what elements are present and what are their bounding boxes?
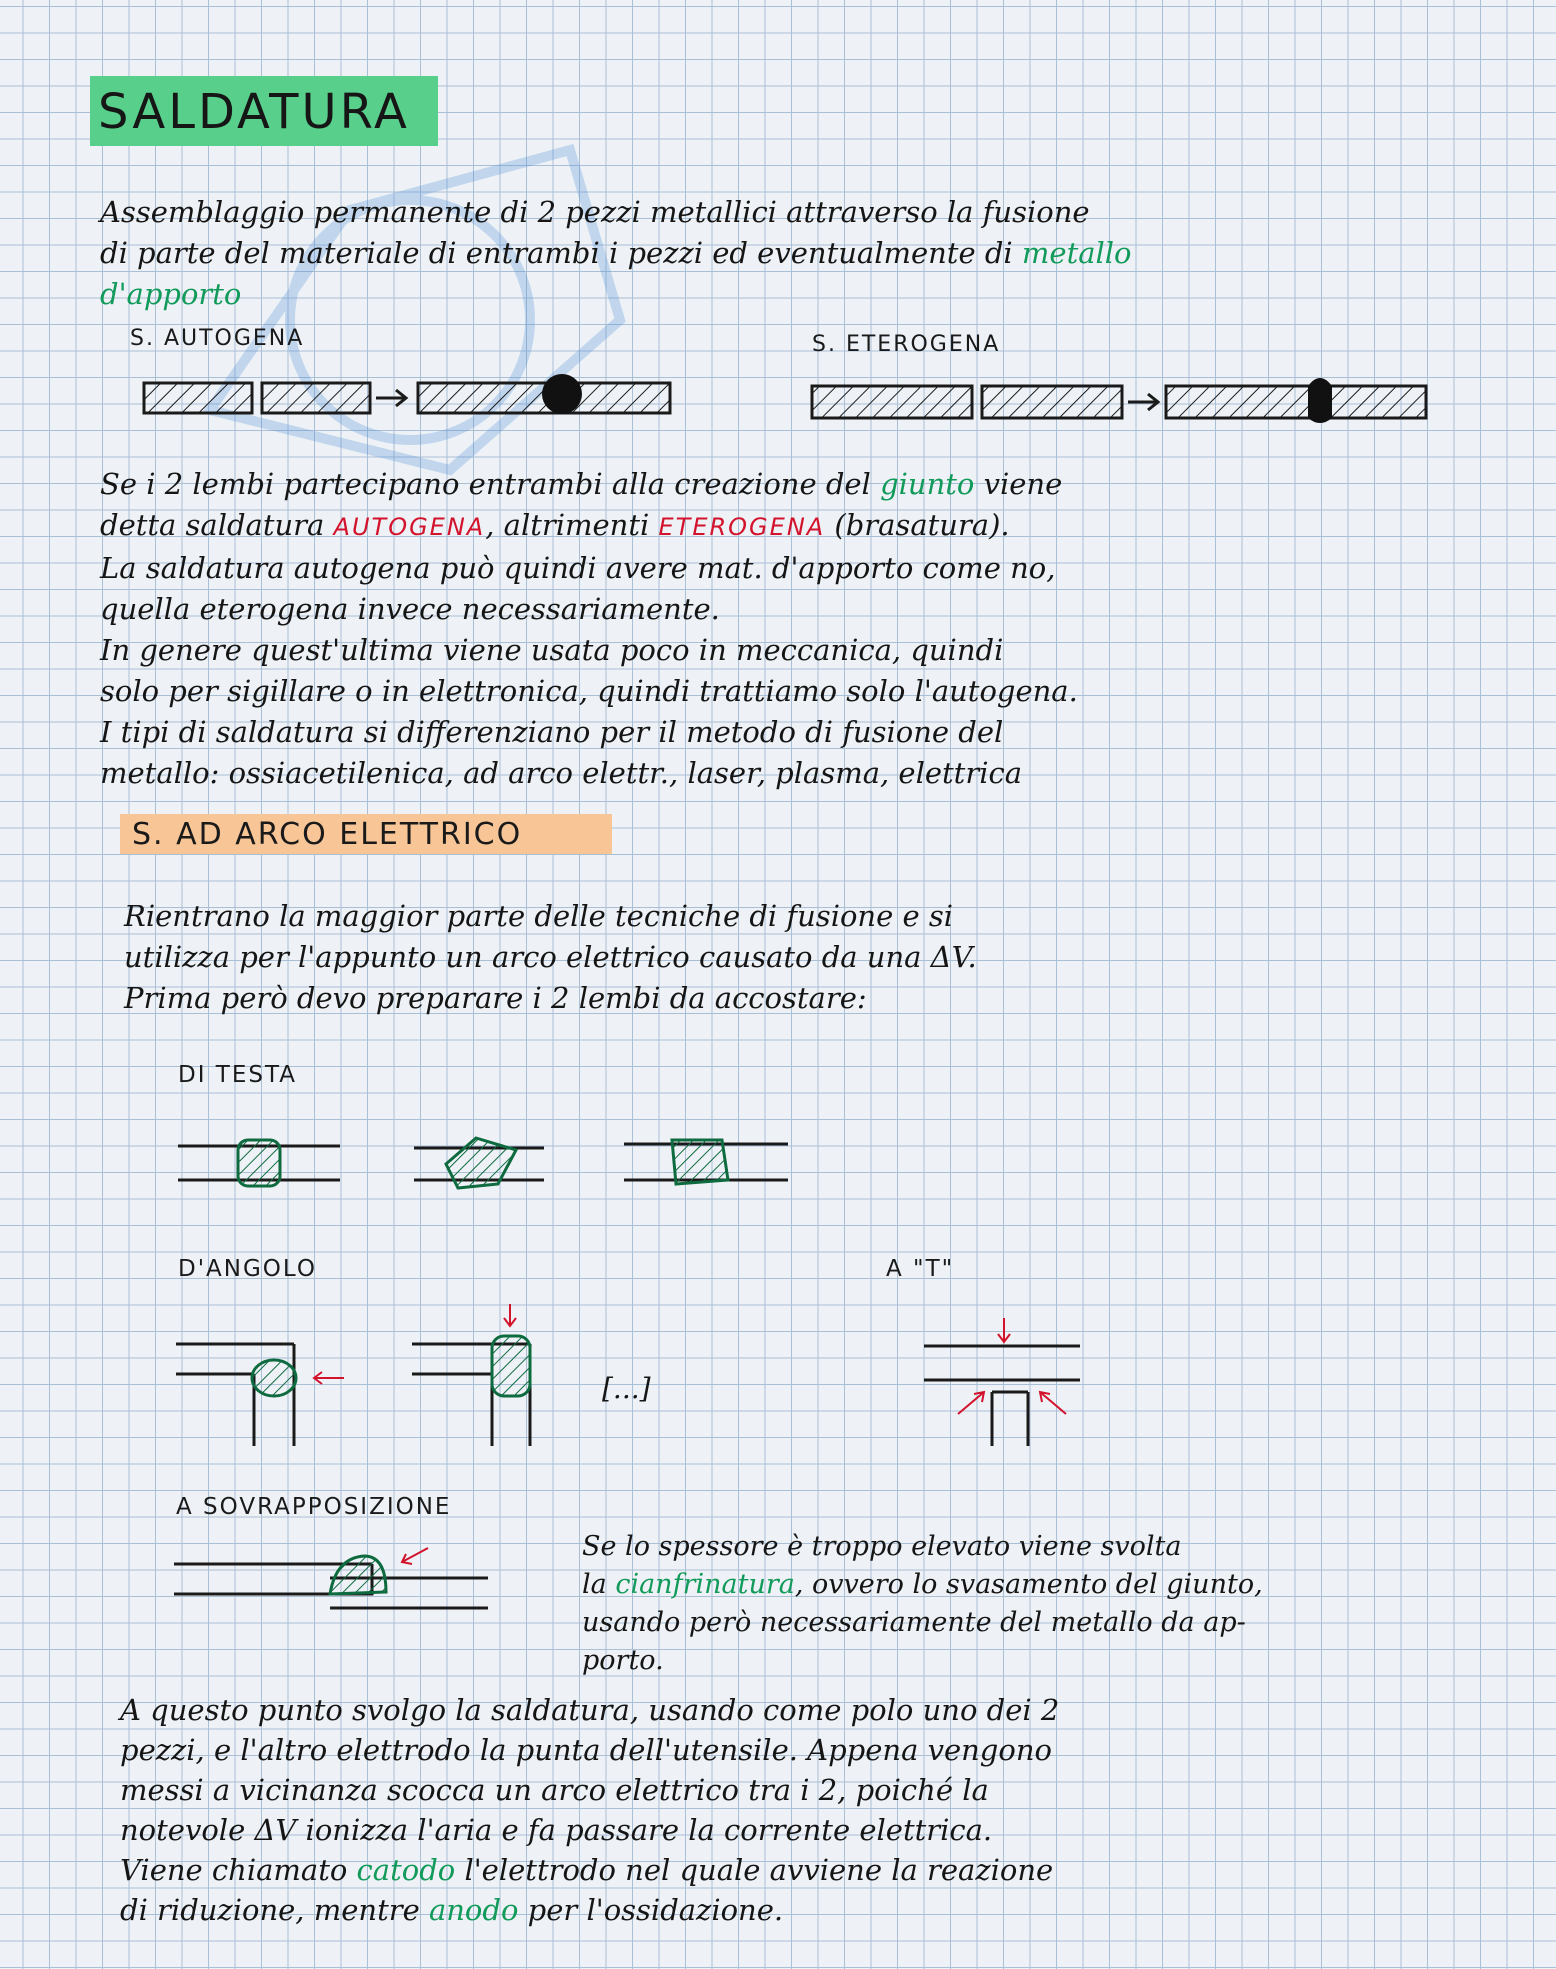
red-arrow-icon: [958, 1392, 984, 1414]
term-catodo: catodo: [356, 1853, 456, 1887]
term-cianfrinatura: cianfrinatura: [615, 1569, 795, 1600]
label-eterogena: S. ETEROGENA: [812, 332, 1001, 357]
body1-line-7: I tipi di saldatura si differenziano per il metodo di fusione del: [100, 715, 1004, 749]
label-autogena: S. AUTOGENA: [130, 326, 305, 351]
ellipsis-more: [...]: [602, 1372, 651, 1405]
body1-line-3: La saldatura autogena può quindi avere mat. d'apporto come no,: [100, 551, 1056, 585]
body3-line-5: [120, 1850, 1520, 1890]
term-autogena: AUTOGENA: [333, 513, 486, 541]
body2-line-1: Rientrano la maggior parte delle tecniche di fusione e si: [124, 899, 954, 933]
weld-testa-1: [238, 1140, 280, 1186]
body2-line-3: Prima però devo preparare i 2 lembi da accostare:: [124, 981, 867, 1015]
weld-angolo-1: [252, 1360, 296, 1396]
body3-l6b: per l'ossidazione.: [527, 1893, 784, 1927]
side-line-1: Se lo spessore è troppo elevato viene svolta: [582, 1531, 1182, 1562]
side-line-3: usando però necessariamente del metallo da ap-: [582, 1607, 1246, 1638]
term-anodo: anodo: [428, 1893, 519, 1927]
term-metallo: metallo: [1021, 236, 1132, 270]
side-note-cianfrinatura: [582, 1528, 1522, 1680]
side-l2b: , ovvero lo svasamento del giunto,: [794, 1569, 1263, 1600]
label-a-t: A "T": [886, 1256, 955, 1282]
red-arrow-icon: [1040, 1392, 1066, 1414]
red-arrow-icon: [402, 1548, 428, 1564]
intro-line-1: Assemblaggio permanente di 2 pezzi metallici attraverso la fusione: [100, 195, 1090, 229]
body1-l1a: Se i 2 lembi partecipano entrambi alla creazione del: [100, 467, 871, 501]
t-joint-plates: [924, 1346, 1080, 1446]
side-line-2: [582, 1566, 1522, 1604]
red-arrow-icon: [504, 1304, 516, 1326]
body1-line-4: quella eterogena invece necessariamente.: [100, 592, 720, 626]
page-title: SALDATURA: [98, 84, 410, 140]
body1-line-5: In genere quest'ultima viene usata poco in meccanica, quindi: [100, 633, 1004, 667]
body2-line-2: utilizza per l'appunto un arco elettrico causato da una ΔV.: [124, 940, 977, 974]
body3-line-3: messi a vicinanza scocca un arco elettrico tra i 2, poiché la: [120, 1773, 989, 1807]
side-line-4: porto.: [582, 1645, 664, 1676]
side-l2a: la: [582, 1569, 607, 1600]
term-giunto: giunto: [880, 467, 975, 501]
intro-line-2-text: di parte del materiale di entrambi i pezzi ed eventualmente di: [100, 236, 1013, 270]
body3-line-6: [120, 1890, 1520, 1930]
weld-overlap: [330, 1556, 386, 1594]
body1-l2a: detta saldatura: [100, 508, 325, 542]
term-apporto: d'apporto: [100, 277, 242, 311]
body1-l2c: (brasatura).: [834, 508, 1010, 542]
weld-angolo-2: [492, 1336, 530, 1396]
body3-l5a: Viene chiamato: [120, 1853, 348, 1887]
body1-l2b: , altrimenti: [485, 508, 650, 542]
body3-l5b: l'elettrodo nel quale avviene la reazione: [464, 1853, 1054, 1887]
red-arrow-icon: [314, 1372, 344, 1384]
body3-line-2: pezzi, e l'altro elettrodo la punta dell'utensile. Appena vengono: [120, 1733, 1052, 1767]
body3-l6a: di riduzione, mentre: [120, 1893, 420, 1927]
label-di-testa: DI TESTA: [178, 1062, 297, 1088]
label-sovrapposizione: A SOVRAPPOSIZIONE: [176, 1494, 452, 1520]
label-d-angolo: D'ANGOLO: [178, 1256, 317, 1282]
section-heading-arco: S. AD ARCO ELETTRICO: [132, 817, 523, 852]
body1-line-8: metallo: ossiacetilenica, ad arco elettr., laser, plasma, elettrica: [100, 756, 1022, 790]
body-paragraph-3: [120, 1690, 1520, 1930]
body3-line-4: notevole ΔV ionizza l'aria e fa passare la corrente elettrica.: [120, 1813, 993, 1847]
term-eterogena: ETEROGENA: [658, 513, 826, 541]
weld-testa-3: [672, 1140, 728, 1184]
red-arrow-icon: [998, 1318, 1010, 1342]
body1-l1b: viene: [983, 467, 1063, 501]
body1-line-6: solo per sigillare o in elettronica, quindi trattiamo solo l'autogena.: [100, 674, 1078, 708]
body3-line-1: A questo punto svolgo la saldatura, usando come polo uno dei 2: [120, 1693, 1060, 1727]
